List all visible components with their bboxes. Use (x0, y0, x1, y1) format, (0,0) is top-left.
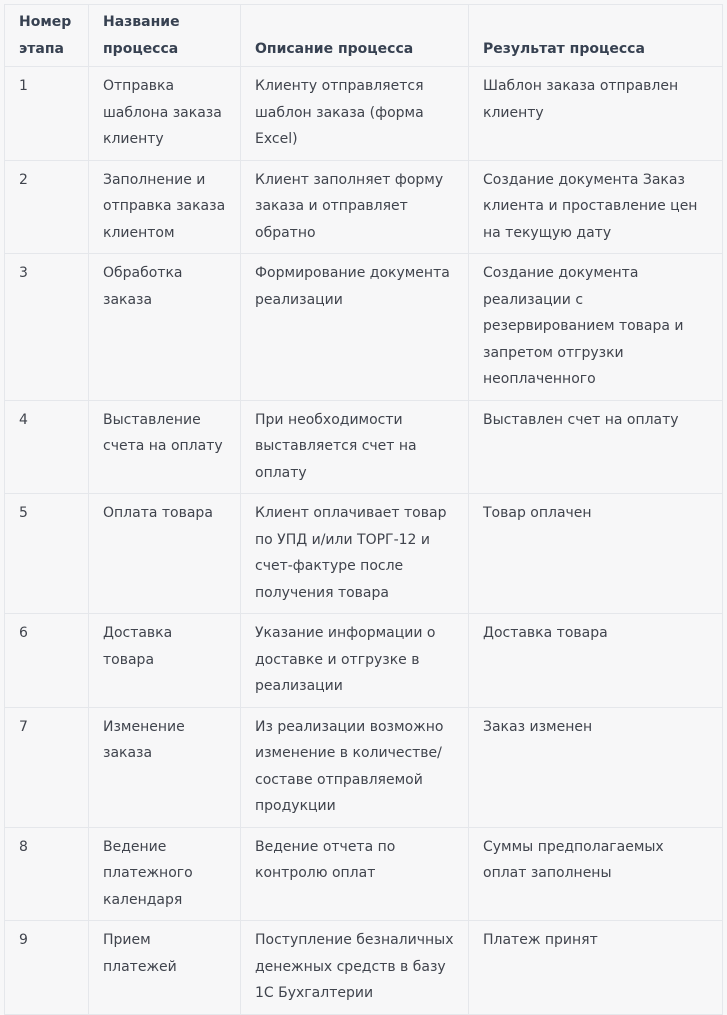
cell-step-number: 9 (5, 921, 89, 1015)
table-row (5, 254, 723, 401)
cell-process-description: Указание информации о доставке и отгрузке в реализации (241, 614, 469, 708)
cell-process-description: Клиент оплачивает товар по УПД и/или ТОРГ-12 и счет-фактуре после получения товара (241, 494, 469, 614)
cell-process-result: Товар оплачен (469, 494, 723, 614)
table-row (5, 494, 723, 614)
header-process-name: Название процесса (89, 5, 241, 67)
cell-step-number: 1 (5, 67, 89, 161)
table-header (5, 5, 723, 67)
header-process-result: Результат процесса (469, 5, 723, 67)
cell-process-description: Поступление безналичных денежных средств в базу 1С Бухгалтерии (241, 921, 469, 1015)
cell-process-description: Клиенту отправляется шаблон заказа (форма Excel) (241, 67, 469, 161)
table-row (5, 614, 723, 708)
cell-process-name: Заполнение и отправка заказа клиентом (89, 160, 241, 254)
table-body (5, 67, 723, 1015)
cell-process-name: Доставка товара (89, 614, 241, 708)
cell-process-name: Изменение заказа (89, 707, 241, 827)
cell-step-number: 6 (5, 614, 89, 708)
cell-step-number: 2 (5, 160, 89, 254)
table-row (5, 160, 723, 254)
cell-step-number: 4 (5, 400, 89, 494)
header-process-description: Описание процесса (241, 5, 469, 67)
cell-step-number: 5 (5, 494, 89, 614)
header-row (5, 5, 723, 67)
table-row (5, 67, 723, 161)
cell-process-description: Из реализации возможно изменение в количестве/составе отправляемой продукции (241, 707, 469, 827)
cell-process-result: Доставка товара (469, 614, 723, 708)
table-row (5, 707, 723, 827)
cell-process-result: Суммы предполагаемых оплат заполнены (469, 827, 723, 921)
cell-process-result: Шаблон заказа отправлен клиенту (469, 67, 723, 161)
cell-step-number: 3 (5, 254, 89, 401)
cell-process-result: Выставлен счет на оплату (469, 400, 723, 494)
cell-step-number: 7 (5, 707, 89, 827)
cell-process-name: Ведение платежного календаря (89, 827, 241, 921)
cell-process-description: Ведение отчета по контролю оплат (241, 827, 469, 921)
cell-process-result: Заказ изменен (469, 707, 723, 827)
header-step-number: Номер этапа (5, 5, 89, 67)
cell-process-name: Отправка шаблона заказа клиенту (89, 67, 241, 161)
table-row (5, 827, 723, 921)
cell-step-number: 8 (5, 827, 89, 921)
cell-process-description: При необходимости выставляется счет на оплату (241, 400, 469, 494)
cell-process-name: Оплата товара (89, 494, 241, 614)
process-table (4, 4, 723, 1015)
cell-process-description: Формирование документа реализации (241, 254, 469, 401)
cell-process-description: Клиент заполняет форму заказа и отправляет обратно (241, 160, 469, 254)
cell-process-result: Платеж принят (469, 921, 723, 1015)
cell-process-result: Создание документа реализации с резервированием товара и запретом отгрузки неоплаченного (469, 254, 723, 401)
cell-process-name: Прием платежей (89, 921, 241, 1015)
table-row (5, 921, 723, 1015)
cell-process-result: Создание документа Заказ клиента и проставление цен на текущую дату (469, 160, 723, 254)
cell-process-name: Выставление счета на оплату (89, 400, 241, 494)
cell-process-name: Обработка заказа (89, 254, 241, 401)
process-table-container (4, 4, 722, 1015)
table-row (5, 400, 723, 494)
